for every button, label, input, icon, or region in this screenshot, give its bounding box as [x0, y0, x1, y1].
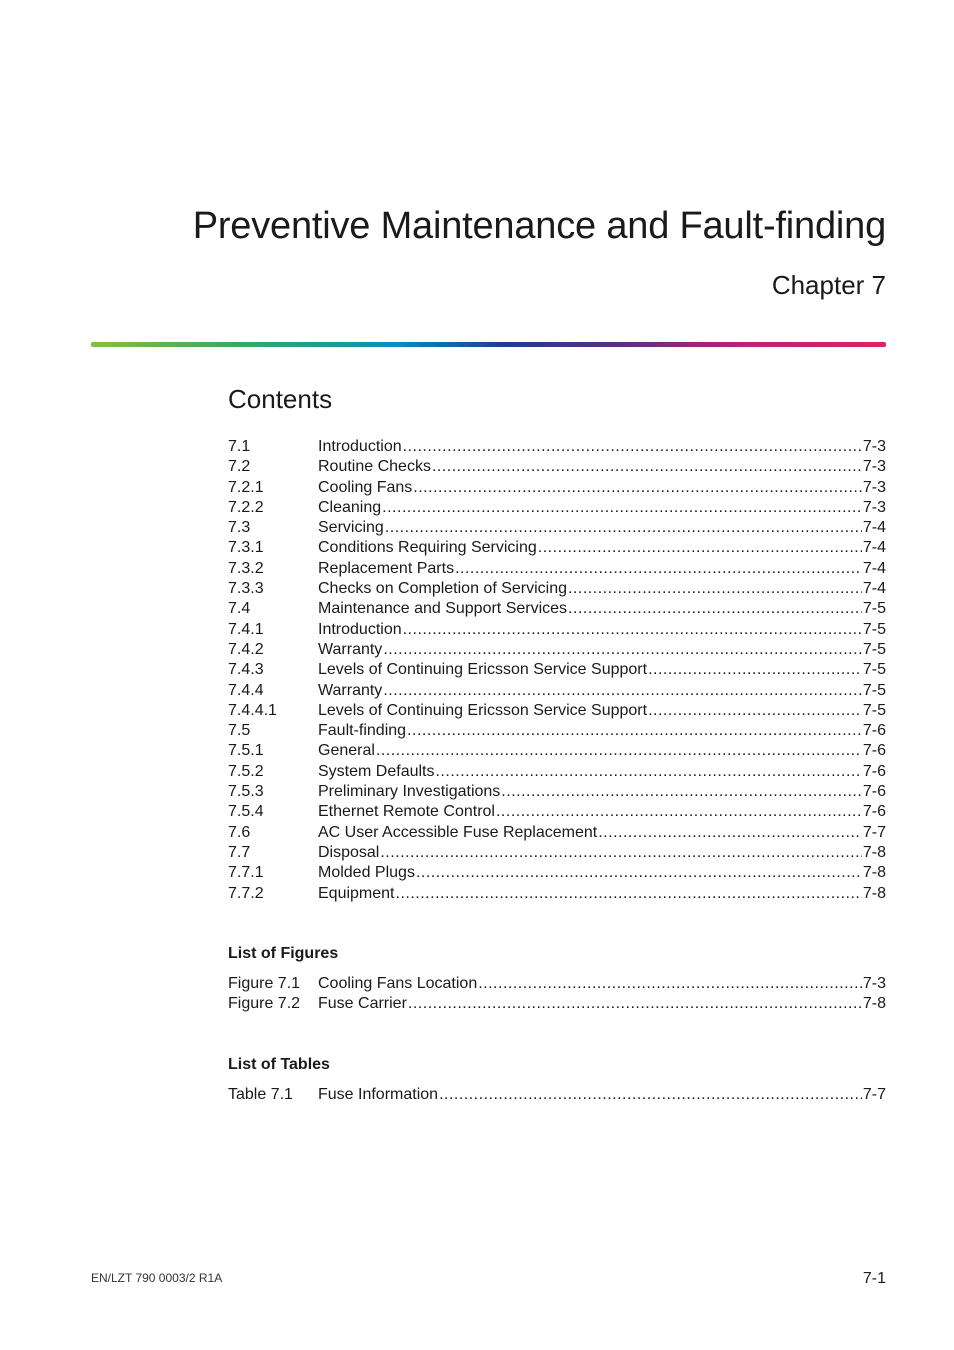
- toc-entry-title: General: [318, 742, 375, 760]
- toc-entry-page: 7-8: [862, 843, 886, 861]
- tables-heading: List of Tables: [228, 1056, 330, 1073]
- toc-entry-number: 7.6: [228, 823, 251, 841]
- toc-entry-page: 7-3: [862, 458, 886, 476]
- toc-entry-title: AC User Accessible Fuse Replacement: [318, 823, 598, 841]
- toc-entry-number: 7.2.1: [228, 478, 264, 496]
- toc-entry[interactable]: [228, 478, 886, 498]
- toc-entry[interactable]: [228, 457, 886, 477]
- toc-entry-number: 7.5: [228, 722, 251, 740]
- contents-list: [228, 437, 886, 904]
- toc-entry[interactable]: [228, 823, 886, 843]
- toc-dot-leader: [380, 843, 862, 863]
- toc-entry-page: 7-6: [862, 742, 886, 760]
- chapter-title: Preventive Maintenance and Fault-finding: [192, 205, 886, 247]
- toc-entry-number: 7.3.3: [228, 580, 264, 598]
- toc-entry-page: 7-7: [862, 1086, 886, 1103]
- toc-entry[interactable]: [228, 782, 886, 802]
- toc-dot-leader: [416, 863, 862, 883]
- toc-dot-leader: [478, 974, 862, 994]
- toc-entry-number: 7.4.1: [228, 620, 264, 638]
- toc-dot-leader: [455, 559, 862, 579]
- toc-entry-number: 7.5.3: [228, 783, 264, 801]
- gradient-divider: [91, 342, 886, 347]
- toc-dot-leader: [403, 437, 862, 457]
- toc-entry-page: 7-5: [862, 600, 886, 618]
- toc-entry-page: 7-6: [862, 783, 886, 801]
- toc-entry-title: Fuse Carrier: [318, 995, 407, 1013]
- toc-entry[interactable]: [228, 1085, 886, 1105]
- toc-entry-page: 7-5: [862, 701, 886, 719]
- toc-entry-title: Replacement Parts: [318, 559, 455, 577]
- toc-entry[interactable]: [228, 498, 886, 518]
- toc-dot-leader: [385, 518, 862, 538]
- toc-entry[interactable]: [228, 741, 886, 761]
- toc-entry-title: Levels of Continuing Ericsson Service Support: [318, 701, 648, 719]
- toc-entry[interactable]: [228, 538, 886, 558]
- toc-entry[interactable]: [228, 599, 886, 619]
- toc-entry-title: Maintenance and Support Services: [318, 600, 568, 618]
- toc-entry-number: Figure 7.2: [228, 995, 301, 1013]
- document-id: EN/LZT 790 0003/2 R1A: [91, 1271, 223, 1285]
- toc-entry-number: 7.5.1: [228, 742, 264, 760]
- toc-entry-number: 7.4: [228, 600, 251, 618]
- toc-entry[interactable]: [228, 620, 886, 640]
- toc-entry-page: 7-3: [862, 478, 886, 496]
- toc-entry[interactable]: [228, 701, 886, 721]
- toc-entry-number: 7.5.2: [228, 762, 264, 780]
- toc-entry[interactable]: [228, 802, 886, 822]
- toc-entry[interactable]: [228, 843, 886, 863]
- figures-list: [228, 974, 886, 1015]
- toc-entry-page: 7-5: [862, 681, 886, 699]
- toc-entry-number: 7.3: [228, 519, 251, 537]
- toc-entry-title: Introduction: [318, 438, 402, 455]
- toc-entry-page: 7-4: [862, 580, 886, 598]
- toc-entry-title: Cooling Fans: [318, 478, 413, 496]
- toc-entry[interactable]: [228, 762, 886, 782]
- toc-dot-leader: [376, 741, 862, 761]
- toc-entry-number: 7.4.2: [228, 640, 264, 658]
- toc-entry-page: 7-6: [862, 722, 886, 740]
- toc-entry[interactable]: [228, 559, 886, 579]
- toc-entry[interactable]: [228, 681, 886, 701]
- toc-dot-leader: [413, 478, 862, 498]
- toc-entry[interactable]: [228, 863, 886, 883]
- toc-dot-leader: [439, 1085, 862, 1105]
- toc-dot-leader: [501, 782, 862, 802]
- toc-entry-page: 7-6: [862, 762, 886, 780]
- toc-entry-page: 7-5: [862, 620, 886, 638]
- toc-entry-title: Fuse Information: [318, 1086, 439, 1103]
- toc-dot-leader: [598, 823, 862, 843]
- toc-entry[interactable]: [228, 518, 886, 538]
- toc-dot-leader: [383, 681, 862, 701]
- toc-entry-title: Cooling Fans Location: [318, 975, 478, 992]
- toc-entry[interactable]: [228, 640, 886, 660]
- toc-entry-page: 7-3: [862, 438, 886, 455]
- toc-entry-page: 7-6: [862, 803, 886, 821]
- toc-entry-number: 7.5.4: [228, 803, 264, 821]
- toc-entry[interactable]: [228, 579, 886, 599]
- toc-entry-number: 7.1: [228, 438, 251, 455]
- toc-dot-leader: [568, 579, 862, 599]
- toc-dot-leader: [435, 762, 861, 782]
- toc-entry[interactable]: [228, 994, 886, 1014]
- toc-dot-leader: [383, 640, 862, 660]
- toc-entry-number: 7.4.4.1: [228, 701, 277, 719]
- figures-heading: List of Figures: [228, 945, 339, 962]
- toc-entry-number: 7.7.1: [228, 864, 264, 882]
- toc-entry-page: 7-4: [862, 539, 886, 557]
- toc-entry-number: 7.2: [228, 458, 251, 476]
- toc-entry-title: Cleaning: [318, 498, 382, 516]
- toc-entry[interactable]: [228, 721, 886, 741]
- toc-entry-title: Preliminary Investigations: [318, 783, 501, 801]
- toc-entry-title: Conditions Requiring Servicing: [318, 539, 537, 557]
- toc-entry-page: 7-5: [862, 661, 886, 679]
- toc-entry-title: Routine Checks: [318, 458, 431, 476]
- toc-entry-number: 7.4.3: [228, 661, 264, 679]
- toc-entry-title: Fault-finding: [318, 722, 407, 740]
- toc-dot-leader: [403, 620, 862, 640]
- toc-entry[interactable]: [228, 884, 886, 904]
- toc-entry-title: Warranty: [318, 640, 383, 658]
- tables-list: [228, 1085, 886, 1105]
- toc-entry-page: 7-3: [862, 975, 886, 992]
- toc-entry-title: Checks on Completion of Servicing: [318, 580, 568, 598]
- toc-entry-page: 7-3: [862, 498, 886, 516]
- toc-entry[interactable]: [228, 437, 886, 457]
- toc-entry[interactable]: [228, 974, 886, 994]
- toc-entry-number: 7.4.4: [228, 681, 264, 699]
- toc-entry-page: 7-8: [862, 884, 886, 902]
- toc-dot-leader: [408, 994, 862, 1014]
- toc-entry-number: Table 7.1: [228, 1086, 293, 1103]
- toc-entry-title: Molded Plugs: [318, 864, 415, 882]
- toc-dot-leader: [396, 884, 862, 904]
- toc-entry-title: Levels of Continuing Ericsson Service Support: [318, 661, 648, 679]
- toc-entry-title: Equipment: [318, 884, 395, 902]
- toc-entry-title: Servicing: [318, 519, 384, 537]
- toc-entry-number: Figure 7.1: [228, 975, 301, 992]
- toc-entry-title: System Defaults: [318, 762, 435, 780]
- toc-dot-leader: [407, 721, 862, 741]
- toc-entry-number: 7.3.2: [228, 559, 264, 577]
- toc-entry-page: 7-4: [862, 559, 886, 577]
- toc-entry-number: 7.2.2: [228, 498, 264, 516]
- toc-entry-number: 7.7.2: [228, 884, 264, 902]
- toc-entry-page: 7-4: [862, 519, 886, 537]
- toc-entry-page: 7-8: [862, 995, 886, 1013]
- toc-dot-leader: [382, 498, 862, 518]
- toc-entry[interactable]: [228, 660, 886, 680]
- toc-dot-leader: [538, 538, 862, 558]
- toc-dot-leader: [496, 802, 862, 822]
- toc-dot-leader: [568, 599, 862, 619]
- toc-entry-title: Warranty: [318, 681, 383, 699]
- toc-entry-page: 7-8: [862, 864, 886, 882]
- toc-dot-leader: [648, 701, 862, 721]
- toc-entry-title: Disposal: [318, 843, 380, 861]
- chapter-number: Chapter 7: [771, 270, 886, 300]
- contents-heading: Contents: [228, 384, 333, 414]
- toc-entry-page: 7-5: [862, 640, 886, 658]
- toc-entry-number: 7.7: [228, 843, 251, 861]
- toc-entry-number: 7.3.1: [228, 539, 264, 557]
- toc-entry-page: 7-7: [862, 823, 886, 841]
- page-number: 7-1: [862, 1270, 886, 1287]
- toc-entry-title: Introduction: [318, 620, 402, 638]
- toc-dot-leader: [648, 660, 862, 680]
- toc-dot-leader: [432, 457, 862, 477]
- toc-entry-title: Ethernet Remote Control: [318, 803, 495, 821]
